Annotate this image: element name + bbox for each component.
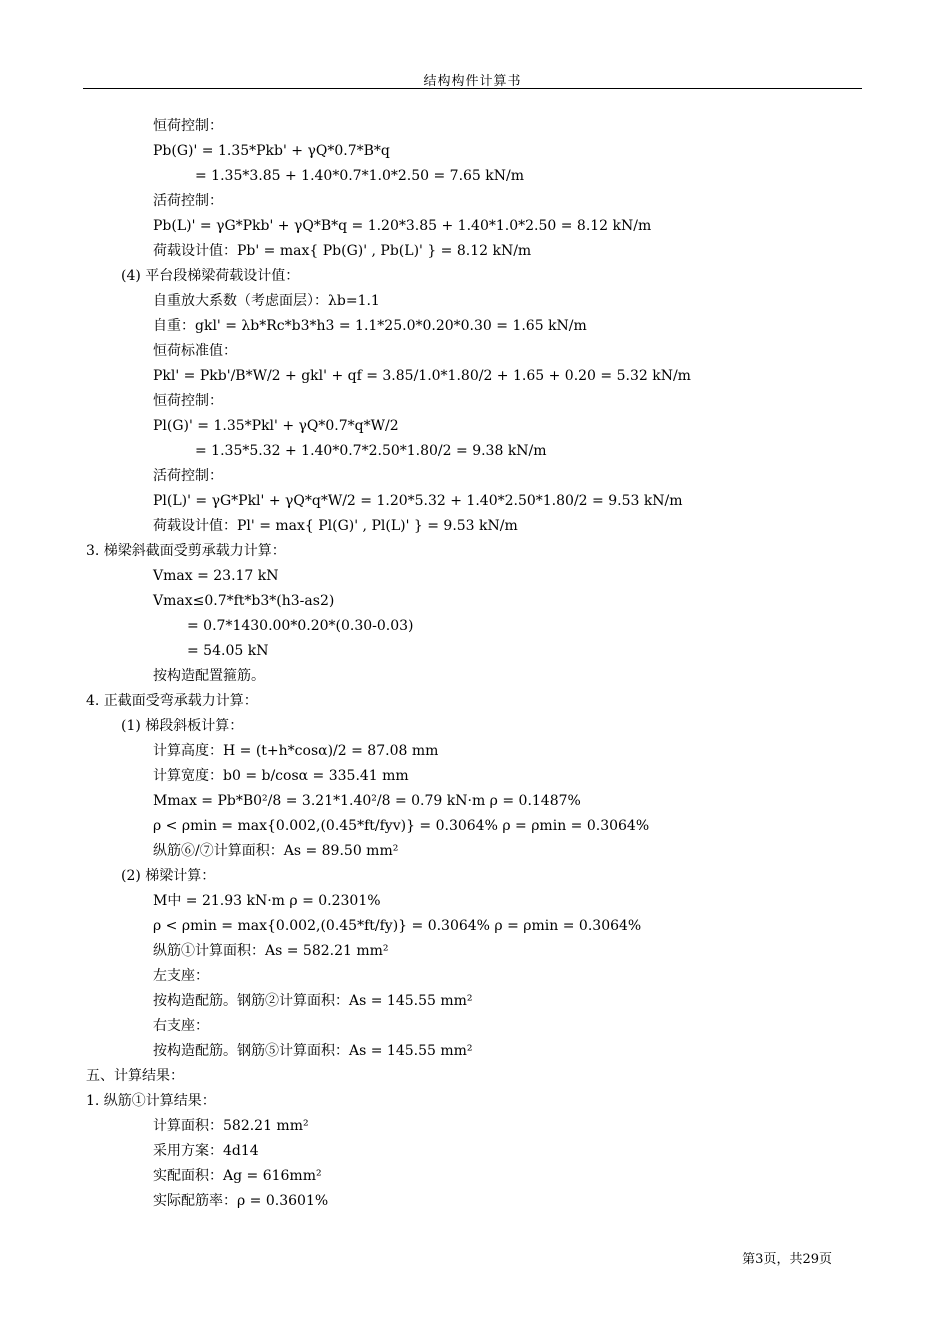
calc-line: 自重：gkl' = λb*Rc*b3*h3 = 1.1*25.0*0.20*0.30 = 1.65 kN/m [153, 318, 587, 334]
calc-line: = 1.35*5.32 + 1.40*0.7*2.50*1.80/2 = 9.38 kN/m [195, 443, 547, 459]
calc-line: = 1.35*3.85 + 1.40*0.7*1.0*2.50 = 7.65 kN/m [195, 168, 525, 184]
calc-line: (1) 梯段斜板计算： [121, 718, 244, 734]
calc-line: 自重放大系数（考虑面层）：λb=1.1 [153, 293, 380, 309]
calc-line: 恒荷控制： [153, 393, 223, 409]
calc-line: 实配面积：Ag = 616mm² [153, 1168, 322, 1184]
calc-line: 荷载设计值：Pl' = max{ Pl(G)' , Pl(L)' } = 9.53 kN/m [153, 518, 518, 534]
calc-line: 五、计算结果： [86, 1068, 184, 1084]
calc-line: 恒荷控制： [153, 118, 223, 134]
calc-line: 活荷控制： [153, 468, 223, 484]
calc-line: 采用方案：4d14 [153, 1143, 259, 1159]
calculation-content [0, 114, 950, 1214]
calc-line: M中 = 21.93 kN·m ρ = 0.2301% [153, 893, 381, 909]
calc-line: 1. 纵筋①计算结果： [86, 1093, 216, 1109]
calc-line: Vmax≤0.7*ft*b3*(h3-as2) [153, 593, 335, 609]
calc-line: 按构造配筋。钢筋⑤计算面积：As = 145.55 mm² [153, 1043, 473, 1059]
calc-line: 计算宽度：b0 = b/cosα = 335.41 mm [153, 768, 409, 784]
calc-line: Pkl' = Pkb'/B*W/2 + gkl' + qf = 3.85/1.0*1.80/2 + 1.65 + 0.20 = 5.32 kN/m [153, 368, 691, 384]
calc-line: 纵筋①计算面积：As = 582.21 mm² [153, 943, 389, 959]
calc-line: (2) 梯梁计算： [121, 868, 216, 884]
calc-line: ρ < ρmin = max{0.002,(0.45*ft/fyv)} = 0.3064% ρ = ρmin = 0.3064% [153, 818, 650, 834]
calc-line: Pb(L)' = γG*Pkb' + γQ*B*q = 1.20*3.85 + 1.40*1.0*2.50 = 8.12 kN/m [153, 218, 652, 234]
calc-line: = 0.7*1430.00*0.20*(0.30-0.03) [187, 618, 414, 634]
calc-line: 实际配筋率：ρ = 0.3601% [153, 1193, 329, 1209]
calc-line: 计算面积：582.21 mm² [153, 1118, 309, 1134]
calc-line: Pl(L)' = γG*Pkl' + γQ*q*W/2 = 1.20*5.32 + 1.40*2.50*1.80/2 = 9.53 kN/m [153, 493, 683, 509]
calc-line: 荷载设计值：Pb' = max{ Pb(G)' , Pb(L)' } = 8.12 kN/m [153, 243, 532, 259]
calc-line: Mmax = Pb*B0²/8 = 3.21*1.40²/8 = 0.79 kN·m ρ = 0.1487% [153, 793, 581, 809]
calc-line: 纵筋⑥/⑦计算面积：As = 89.50 mm² [153, 843, 399, 859]
page-number: 第3页，共29页 [742, 1252, 832, 1267]
calc-line: 4. 正截面受弯承载力计算： [86, 693, 258, 709]
calc-line: (4) 平台段梯梁荷载设计值： [121, 268, 300, 284]
calc-line: 计算高度：H = (t+h*cosα)/2 = 87.08 mm [153, 743, 439, 759]
calc-line: 恒荷标准值： [153, 343, 237, 359]
page-header-title: 结构构件计算书 [423, 74, 522, 89]
calc-line: = 54.05 kN [187, 643, 269, 659]
calc-line: Pb(G)' = 1.35*Pkb' + γQ*0.7*B*q [153, 143, 390, 159]
calc-line: Pl(G)' = 1.35*Pkl' + γQ*0.7*q*W/2 [153, 418, 399, 434]
calc-line: 活荷控制： [153, 193, 223, 209]
calc-line: ρ < ρmin = max{0.002,(0.45*ft/fy)} = 0.3064% ρ = ρmin = 0.3064% [153, 918, 642, 934]
calc-line: 左支座： [153, 968, 209, 984]
calc-line: Vmax = 23.17 kN [153, 568, 279, 584]
calc-line: 按构造配筋。钢筋②计算面积：As = 145.55 mm² [153, 993, 473, 1009]
calc-line: 按构造配置箍筋。 [153, 668, 265, 684]
calc-line: 3. 梯梁斜截面受剪承载力计算： [86, 543, 286, 559]
calc-line: 右支座： [153, 1018, 209, 1034]
header-divider [83, 88, 862, 89]
